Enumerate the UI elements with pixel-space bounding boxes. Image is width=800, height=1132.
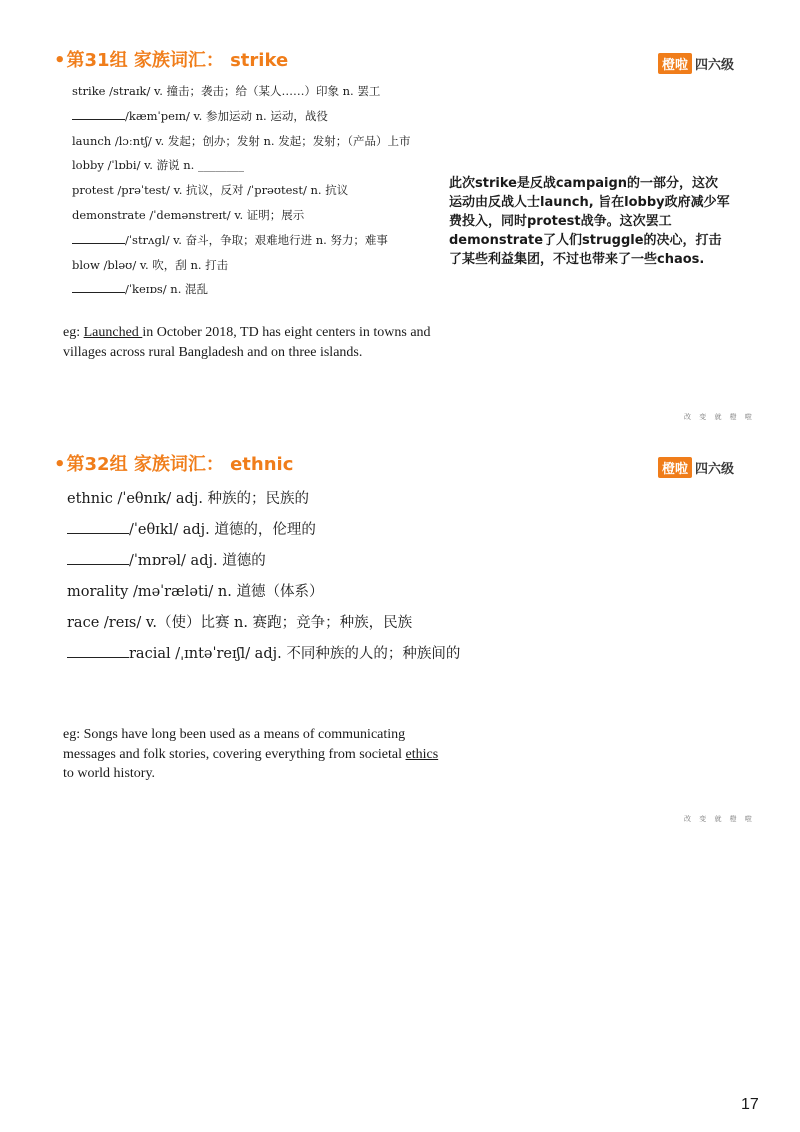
bullet-dot: •: [54, 454, 66, 475]
eg-underlined-word: ethics: [405, 746, 439, 762]
brand-logo: 橙啦: [658, 457, 692, 478]
entry-text: /ˈmɒrəl/ adj. 道德的: [129, 553, 266, 569]
vocab-entry: [72, 277, 452, 302]
footer-slogan: 改 变 就 橙 啦: [684, 815, 755, 823]
entry-text: launch /lɔːntʃ/ v. 发起；创办；发射 n. 发起；发射；（产品）上市: [72, 133, 411, 148]
eg-prefix: eg:: [63, 325, 84, 340]
footer-slogan: 改 变 就 橙 啦: [684, 413, 755, 421]
vocab-entry: [72, 104, 452, 129]
vocab-entry: [72, 228, 452, 253]
entry-text: /ˈeθɪkl/ adj. 道德的，伦理的: [129, 522, 316, 538]
entry-text: demonstrate /ˈdemənstreɪt/ v. 证明；展示: [72, 207, 305, 222]
entry-text: /kæmˈpeɪn/ v. 参加运动 n. 运动，战役: [125, 108, 328, 123]
entry-text: ethnic /ˈeθnɪk/ adj. 种族的；民族的: [67, 491, 310, 507]
level-label: 四六级: [695, 462, 735, 477]
eg-underlined-word: Launched: [83, 325, 143, 340]
eg-rest: in October 2018, TD has eight centers in towns and villages across rural Bangladesh and on three islands.: [63, 325, 431, 360]
fill-blank: [67, 550, 129, 565]
page-number: 17: [741, 1096, 759, 1113]
vocab-entry: [72, 153, 452, 178]
eg-rest: to world history.: [63, 766, 156, 781]
entry-text: /ˈstrʌgl/ v. 奋斗，争取；艰难地行进 n. 努力；难事: [125, 232, 388, 247]
vocab-entry: [72, 203, 452, 228]
example-sentence-32: [63, 725, 445, 784]
brand-badge: [658, 53, 734, 74]
bullet-dot: •: [54, 50, 66, 71]
vocab-entry: [72, 178, 452, 203]
vocab-entry: [67, 608, 507, 639]
vocab-entry: [72, 129, 452, 154]
entry-text: morality /məˈræləti/ n. 道德（体系）: [67, 584, 324, 600]
entry-text: racial /ˌɪntəˈreɪʃl/ adj. 不同种族的人的；种族间的: [129, 646, 461, 662]
eg-prefix: eg:: [63, 727, 84, 742]
vocab-list-32: [67, 484, 507, 670]
entry-text: lobby /ˈlɒbi/ v. 游说 n. ________: [72, 158, 244, 173]
heading-text: 第31组 家族词汇： strike: [66, 50, 289, 71]
vocab-entry: [72, 79, 452, 104]
fill-blank: [67, 519, 129, 534]
fill-blank: [72, 108, 125, 120]
vocab-entry: [67, 546, 507, 577]
vocab-entry: [67, 515, 507, 546]
story-note: 此次strike是反战campaign的一部分，这次运动由反战人士launch, 旨在lobby政府减少军费投入，同时protest战争。这次罢工demonstrate了人们struggle的决心，打击了某些利益集团，不过也带来了一些chaos.: [449, 176, 730, 267]
vocab-list-31: [72, 79, 452, 302]
level-label: 四六级: [695, 58, 735, 73]
entry-text: race /reɪs/ v.（使）比赛 n. 赛跑；竞争；种族，民族: [67, 615, 413, 631]
entry-text: blow /bləʊ/ v. 吹，刮 n. 打击: [72, 257, 229, 272]
vocab-entry: [67, 484, 507, 515]
entry-text: protest /prəˈtest/ v. 抗议，反对 /ˈprəʊtest/ n. 抗议: [72, 183, 349, 198]
brand-logo: 橙啦: [658, 53, 692, 74]
example-sentence-31: [63, 323, 443, 362]
fill-blank: [72, 232, 125, 244]
heading-text: 第32组 家族词汇： ethnic: [66, 454, 294, 475]
eg-text: Songs have long been used as a means of communicating messages and folk stories, covering everything from societal: [63, 727, 406, 762]
entry-text: /ˈkeɪɒs/ n. 混乱: [125, 282, 208, 297]
section-31-heading: [54, 46, 288, 72]
entry-text: strike /straɪk/ v. 撞击；袭击；给（某人……）印象 n. 罢工: [72, 84, 381, 98]
vocab-entry: [67, 639, 507, 670]
brand-badge: [658, 457, 734, 478]
vocab-entry: [67, 577, 507, 608]
fill-blank: [72, 281, 125, 293]
fill-blank: [67, 643, 129, 658]
section-32-heading: [54, 450, 293, 476]
vocab-entry: [72, 253, 452, 278]
